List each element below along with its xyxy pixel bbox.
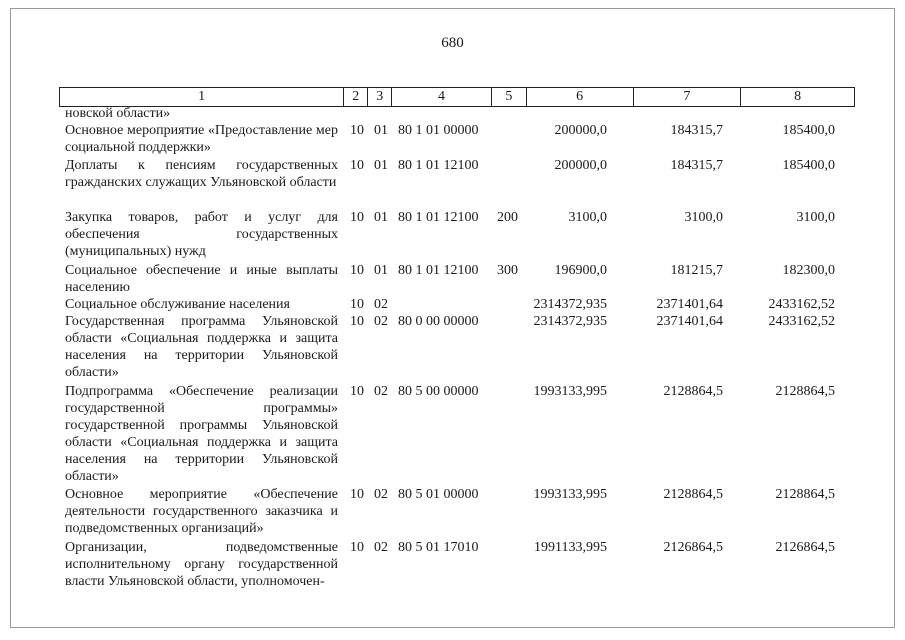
row-value-col8: 2128864,5: [775, 487, 835, 502]
row-name: Основное мероприятие «Обеспечение деятельности государственного заказчика и подведомственных организаций»: [65, 487, 338, 536]
row-value-col8: 3100,0: [796, 210, 835, 225]
row-section: 10: [350, 123, 364, 138]
row-section: 10: [350, 297, 364, 312]
row-target-code: 80 1 01 12100: [398, 263, 479, 278]
row-name: Социальное обеспечение и иные выплаты населению: [65, 263, 338, 295]
row-section: 10: [350, 158, 364, 173]
header-col-1: 1: [60, 88, 344, 106]
row-value-col8: 182300,0: [782, 263, 835, 278]
row-value-col6: 200000,0: [554, 158, 607, 173]
row-value-col6: 1993133,995: [533, 384, 607, 399]
row-value-col7: 2128864,5: [663, 487, 723, 502]
header-col-2: 2: [344, 88, 368, 106]
row-name: Закупка товаров, работ и услуг для обеспечения государственных (муниципальных) нужд: [65, 210, 338, 259]
row-value-col7: 2128864,5: [663, 384, 723, 399]
row-value-col7: 2126864,5: [663, 540, 723, 555]
row-section: 10: [350, 487, 364, 502]
row-subsection: 02: [374, 540, 388, 555]
row-value-col8: 2433162,52: [768, 314, 835, 329]
row-value-col6: 2314372,935: [533, 314, 607, 329]
row-target-code: 80 5 01 00000: [398, 487, 479, 502]
row-value-col7: 184315,7: [670, 158, 723, 173]
header-col-8: 8: [794, 89, 802, 104]
row-subsection: 02: [374, 384, 388, 399]
row-subsection: 02: [374, 297, 388, 312]
header-col-7: 7: [634, 88, 742, 106]
row-value-col8: 2128864,5: [775, 384, 835, 399]
row-expense-type: 200: [497, 210, 518, 225]
row-subsection: 01: [374, 263, 388, 278]
row-value-col6: 1993133,995: [533, 487, 607, 502]
row-target-code: 80 0 00 00000: [398, 314, 479, 329]
row-value-col6: 200000,0: [554, 123, 607, 138]
header-col-5: 5: [492, 88, 527, 106]
row-expense-type: 300: [497, 263, 518, 278]
row-target-code: 80 1 01 12100: [398, 210, 479, 225]
row-name: Доплаты к пенсиям государственных гражданских служащих Ульяновской области: [65, 158, 338, 190]
row-name: Социальное обслуживание населения: [65, 297, 290, 312]
row-value-col7: 184315,7: [670, 123, 723, 138]
row-value-col8: 185400,0: [782, 158, 835, 173]
row-name: Подпрограмма «Обеспечение реализации государственной программы» государственной программы Ульяновской области «Социальная поддержка и защита населения на территории Ульяновской области»: [65, 384, 338, 484]
row-target-code: 80 5 00 00000: [398, 384, 479, 399]
row-value-col7: 2371401,64: [656, 314, 723, 329]
row-subsection: 02: [374, 487, 388, 502]
row-value-col6: 2314372,935: [533, 297, 607, 312]
row-target-code: 80 1 01 00000: [398, 123, 479, 138]
row-target-code: 80 1 01 12100: [398, 158, 479, 173]
row-section: 10: [350, 384, 364, 399]
row-value-col6: 3100,0: [568, 210, 607, 225]
header-col-3: 3: [368, 88, 392, 106]
row-subsection: 02: [374, 314, 388, 329]
row-name: Основное мероприятие «Предоставление мер социальной поддержки»: [65, 123, 338, 155]
row-target-code: 80 5 01 17010: [398, 540, 479, 555]
row-name: Государственная программа Ульяновской области «Социальная поддержка и защита населения на территории Ульяновской области»: [65, 314, 338, 380]
row-value-col8: 185400,0: [782, 123, 835, 138]
row-value-col8: 2433162,52: [768, 297, 835, 312]
page-number: 680: [441, 35, 464, 51]
row-section: 10: [350, 210, 364, 225]
header-col-6: 6: [527, 88, 634, 106]
row-value-col7: 3100,0: [684, 210, 723, 225]
row-section: 10: [350, 540, 364, 555]
row-subsection: 01: [374, 123, 388, 138]
header-col-4: 4: [392, 88, 492, 106]
row-subsection: 01: [374, 210, 388, 225]
row-value-col6: 196900,0: [554, 263, 607, 278]
row-value-col8: 2126864,5: [775, 540, 835, 555]
row-name: Организации, подведомственные исполнительному органу государственной власти Ульяновской области, уполномочен-: [65, 540, 338, 589]
continuation-text: новской области»: [65, 106, 171, 121]
table-header: [59, 87, 855, 107]
row-value-col7: 181215,7: [670, 263, 723, 278]
row-section: 10: [350, 314, 364, 329]
row-subsection: 01: [374, 158, 388, 173]
row-value-col7: 2371401,64: [656, 297, 723, 312]
row-section: 10: [350, 263, 364, 278]
row-value-col6: 1991133,995: [534, 540, 607, 555]
